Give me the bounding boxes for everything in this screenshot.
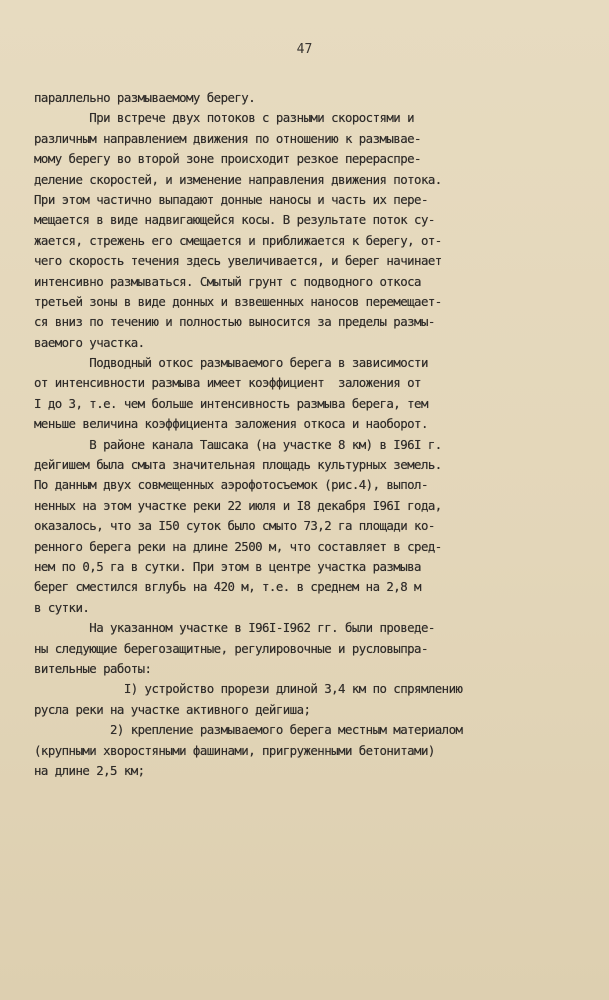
text-line: При этом частично выпадают донные наносы и часть их пере- — [34, 191, 428, 207]
text-line: ваемого участка. — [34, 334, 145, 350]
text-line: ненных на этом участке реки 22 июля и I8 декабря I96I года, — [34, 497, 442, 513]
text-line: чего скорость течения здесь увеличивается, и берег начинает — [34, 253, 442, 269]
text-line: (крупными хворостяными фашинами, пригруженными бетонитами) — [34, 742, 435, 758]
text-line: В районе канала Ташсака (на участке 8 км) в I96I г. — [34, 436, 442, 452]
text-line: от интенсивности размыва имеет коэффициент заложения от — [34, 375, 421, 391]
text-line: параллельно размываемому берегу. — [34, 90, 256, 105]
page-number: 47 — [296, 42, 313, 57]
text-line: в сутки. — [34, 599, 90, 615]
text-line: дейгишем была смыта значительная площадь культурных земель. — [34, 457, 442, 473]
text-line: При встрече двух потоков с разными скоростями и — [34, 110, 415, 126]
text-line: нем по 0,5 га в сутки. При этом в центре участка размыва — [34, 558, 421, 574]
text-line: мещается в виде надвигающейся косы. В результате поток су- — [34, 212, 435, 228]
text-line: на длине 2,5 км; — [34, 762, 145, 778]
text-line: ны следующие берегозащитные, регулировочные и русловыпра- — [34, 640, 428, 656]
text-line: I до 3, т.е. чем больше интенсивность размыва берега, тем — [34, 395, 428, 411]
text-line: На указанном участке в I96I-I962 гг. были проведе- — [34, 620, 435, 636]
text-line: Подводный откос размываемого берега в зависимости — [34, 355, 428, 371]
body-text — [34, 88, 594, 781]
text-line: берег сместился вглубь на 420 м, т.е. в среднем на 2,8 м — [34, 579, 421, 595]
text-line: вительные работы: — [34, 660, 152, 676]
text-line: различным направлением движения по отношению к размывае- — [34, 130, 421, 146]
text-line: интенсивно размываться. Смытый грунт с подводного откоса — [34, 273, 421, 289]
text-line: деление скоростей, и изменение направления движения потока. — [34, 171, 442, 187]
text-line: оказалось, что за I50 суток было смыто 73,2 га площади ко- — [34, 518, 435, 534]
text-line: ся вниз по течению и полностью выносится за пределы размы- — [34, 314, 435, 330]
text-line: русла реки на участке активного дейгиша; — [34, 701, 311, 717]
text-line: 2) крепление размываемого берега местным материалом — [34, 722, 463, 738]
text-line: жается, стрежень его смещается и приближается к берегу, от- — [34, 232, 442, 248]
text-line: меньше величина коэффициента заложения откоса и наоборот. — [34, 416, 428, 432]
text-line: мому берегу во второй зоне происходит резкое перераспре- — [34, 151, 421, 167]
text-line: ренного берега реки на длине 2500 м, что составляет в сред- — [34, 538, 442, 554]
text-line: По данным двух совмещенных аэрофотосъемок (рис.4), выпол- — [34, 477, 428, 493]
text-line: I) устройство прорези длиной 3,4 км по спрямлению — [34, 681, 463, 697]
text-line: третьей зоны в виде донных и взвешенных наносов перемещает- — [34, 293, 442, 309]
